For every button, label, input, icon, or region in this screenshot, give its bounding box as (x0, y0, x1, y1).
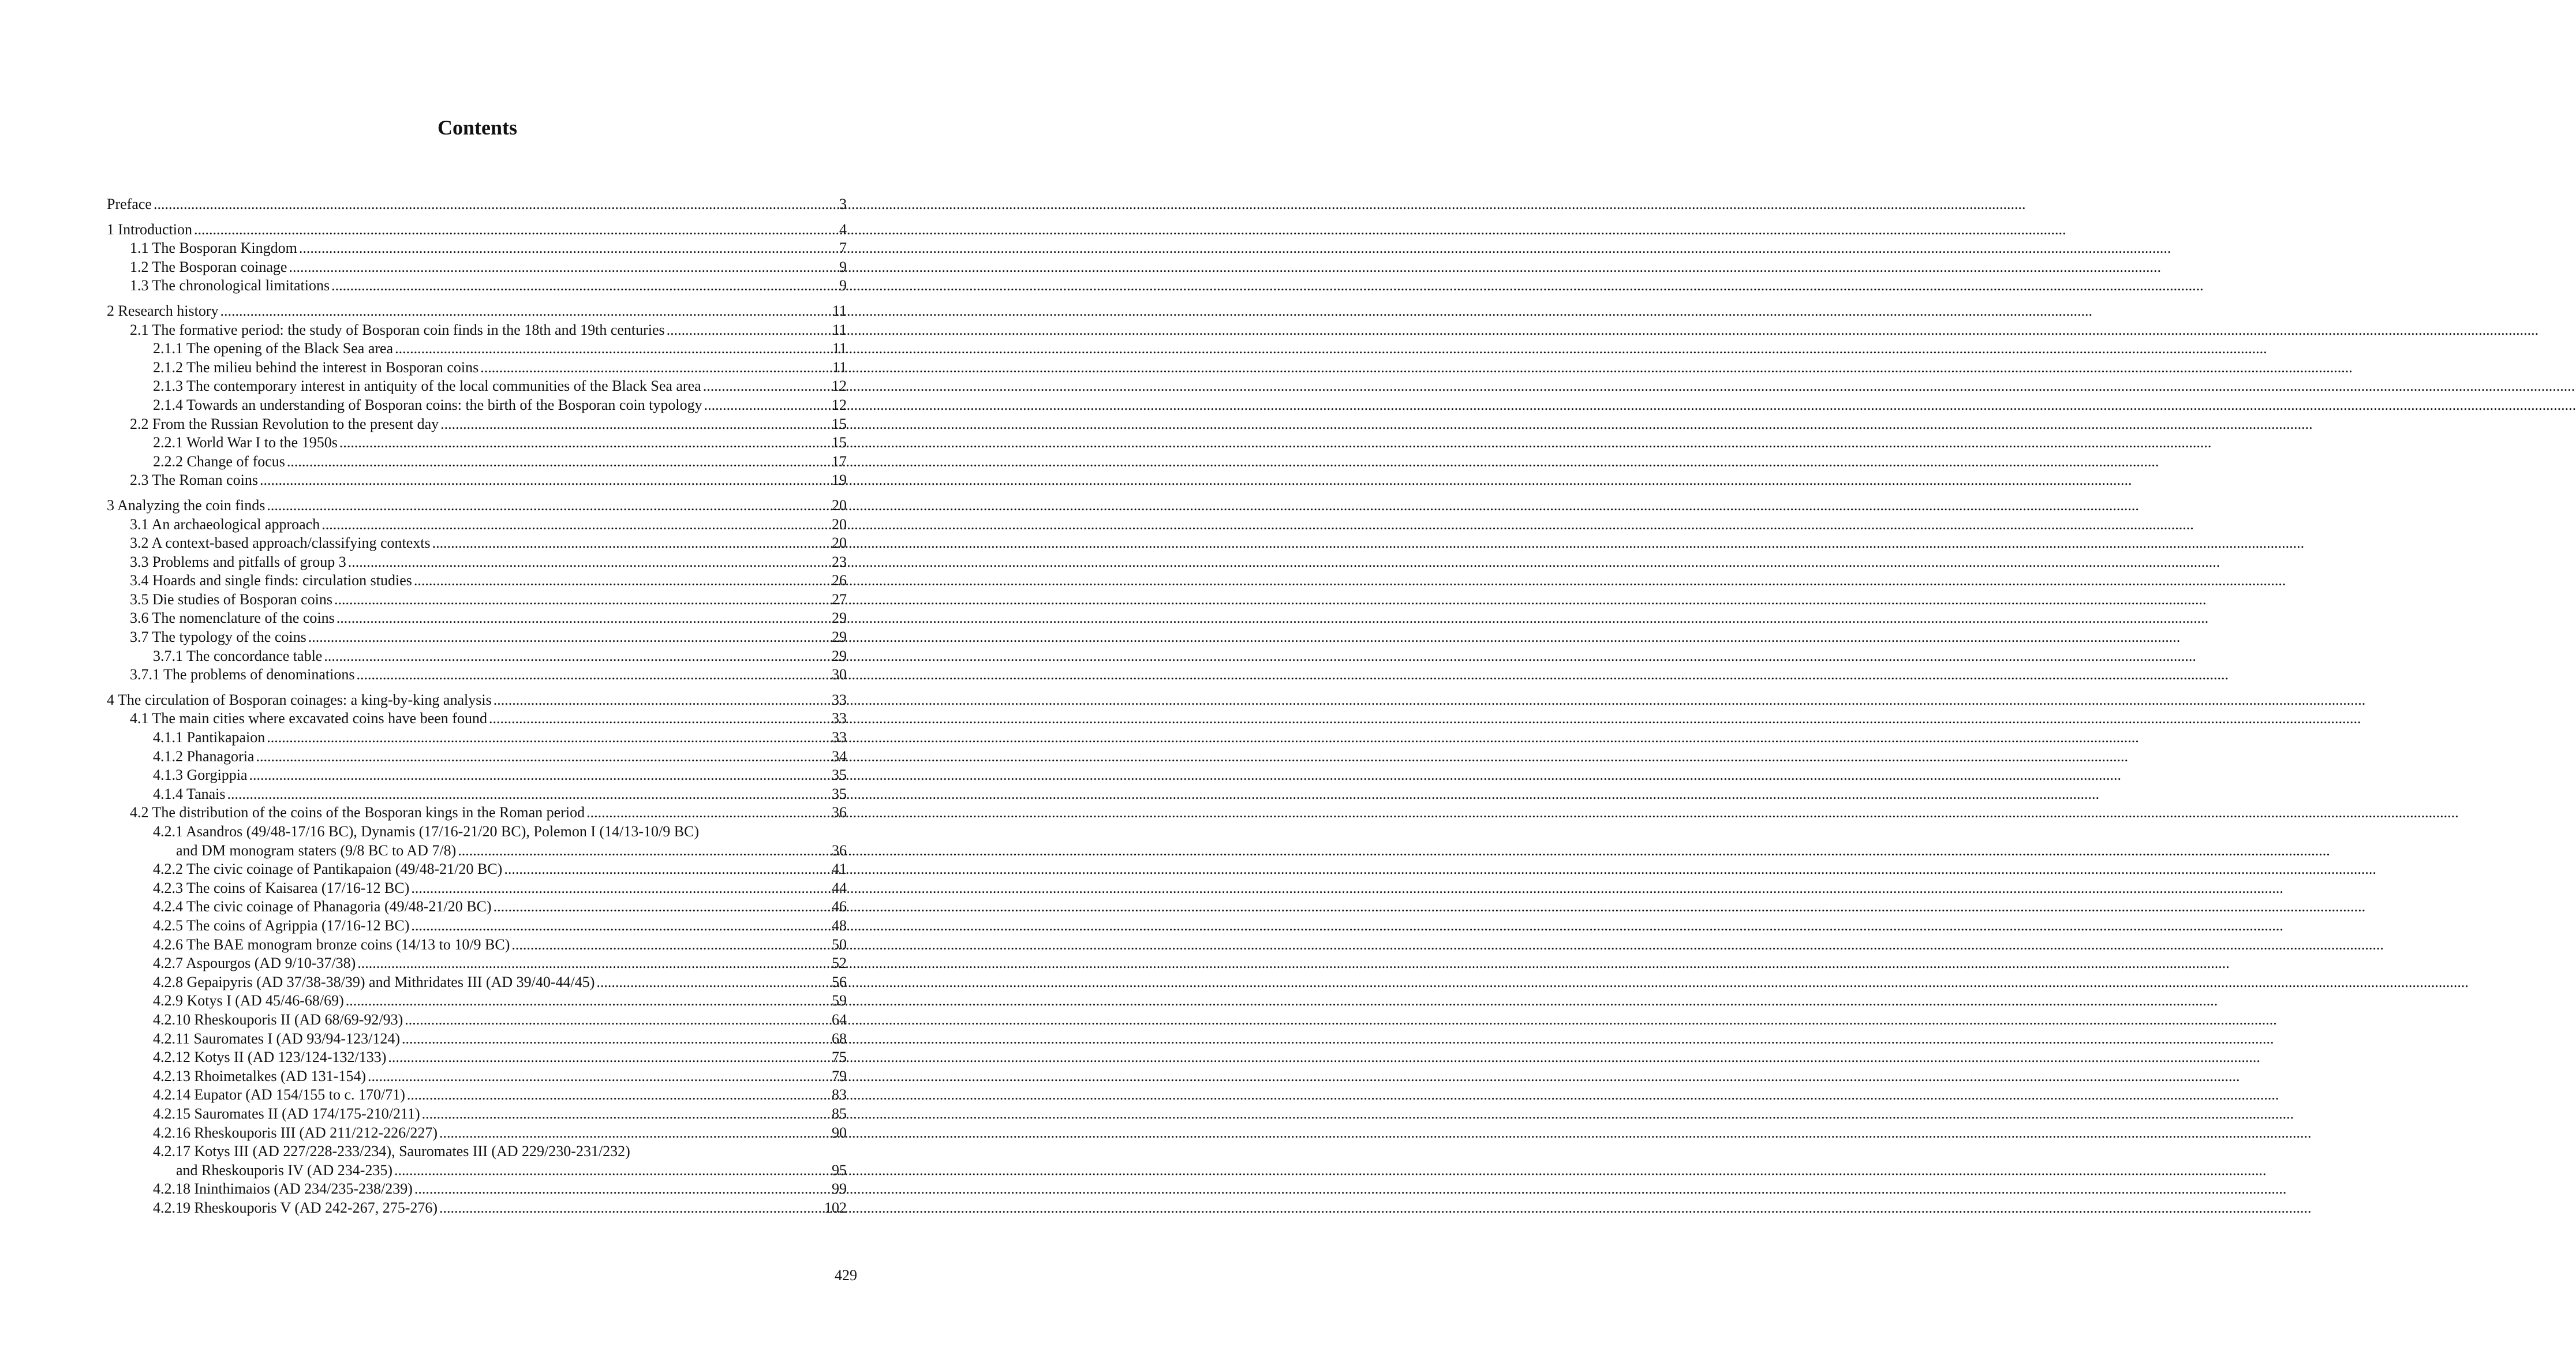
toc-entry[interactable] (107, 1086, 847, 1105)
dot-leader (596, 973, 830, 992)
dot-leader (357, 954, 830, 973)
toc-entry-title: 2 Research history (107, 302, 219, 319)
toc-entry-page: 35 (832, 785, 847, 802)
toc-entry-title: 3.6 The nomenclature of the coins (130, 609, 335, 627)
toc-entry-page: 11 (832, 302, 847, 319)
toc-entry[interactable] (107, 220, 847, 240)
toc-entry[interactable] (107, 321, 847, 340)
toc-entry[interactable] (107, 377, 847, 396)
toc-entry-title: 2.2.2 Change of focus (153, 453, 285, 470)
toc-entry[interactable] (107, 1030, 847, 1049)
toc-entry-page: 59 (832, 992, 847, 1009)
dot-leader (511, 936, 830, 955)
dot-leader (439, 1124, 830, 1143)
dot-leader (493, 897, 830, 917)
dot-leader (356, 665, 830, 685)
toc-entry-page: 50 (832, 936, 847, 953)
toc-entry[interactable] (107, 396, 847, 415)
toc-entry[interactable] (107, 897, 847, 917)
toc-entry-title: 1.3 The chronological limitations (130, 277, 330, 294)
toc-entry-page: 29 (832, 629, 847, 646)
toc-entry-title: 4.2.4 The civic coinage of Phanagoria (49/48-21/20 BC) (153, 898, 492, 915)
toc-entry-page: 9 (839, 258, 847, 275)
toc-entry-title-continued: and DM monogram staters (9/8 BC to AD 7/8) (176, 842, 457, 859)
dot-leader (289, 258, 838, 277)
toc-entry-title: 4.2.19 Rheskouporis V (AD 242-267, 275-276) (153, 1199, 438, 1216)
dot-leader (667, 321, 831, 340)
toc-entry-title: 1.1 The Bosporan Kingdom (130, 240, 297, 257)
toc-entry-page: 9 (839, 277, 847, 294)
toc-entry-page: 20 (832, 496, 847, 514)
toc-entry-title: 4 The circulation of Bosporan coinages: a king-by-king analysis (107, 691, 492, 708)
toc-entry[interactable] (107, 691, 847, 710)
toc-entry[interactable] (107, 665, 847, 685)
dot-leader (249, 766, 830, 785)
toc-entry-title-continued: and Rheskouporis IV (AD 234-235) (176, 1161, 393, 1179)
toc-entry-page: 56 (832, 973, 847, 990)
toc-entry-page: 27 (832, 590, 847, 608)
toc-entry-page: 99 (832, 1180, 847, 1198)
dot-leader (411, 917, 830, 936)
toc-entry-page: 33 (832, 691, 847, 708)
toc-entry-title: 4.2.9 Kotys I (AD 45/46-68/69) (153, 992, 344, 1009)
toc-entry-page: 44 (832, 879, 847, 896)
dot-leader (348, 553, 830, 572)
dot-leader (432, 534, 830, 553)
dot-leader (154, 195, 838, 214)
toc-entry-page: 4 (839, 220, 847, 238)
toc-entry[interactable] (107, 647, 847, 666)
toc-entry-title: 3.7 The typology of the coins (130, 629, 306, 646)
toc-entry-page: 11 (832, 358, 847, 376)
toc-entry-page: 29 (832, 647, 847, 664)
toc-entry-title: 4.2.13 Rhoimetalkes (AD 131-154) (153, 1067, 367, 1085)
toc-entry[interactable] (107, 1067, 847, 1086)
toc-entry-page: 12 (832, 396, 847, 413)
toc-entry[interactable] (107, 496, 847, 515)
toc-entry-title: 3.3 Problems and pitfalls of group 3 (130, 553, 346, 570)
toc-entry-title: 4.1.2 Phanagoria (153, 747, 255, 765)
toc-entry[interactable] (107, 917, 847, 936)
toc-entry-title: 1.2 The Bosporan coinage (130, 258, 287, 275)
dot-leader (287, 453, 830, 472)
dot-leader (489, 709, 830, 728)
toc-entry[interactable] (107, 1105, 847, 1124)
dot-leader (394, 1161, 830, 1180)
dot-leader (458, 842, 830, 861)
page-number: 429 (835, 1267, 857, 1284)
toc-entry[interactable] (107, 415, 847, 434)
dot-leader (402, 1030, 830, 1049)
dot-leader (414, 1180, 830, 1199)
dot-leader (439, 1199, 822, 1218)
toc-entry-page: 3 (839, 196, 847, 212)
toc-entry-title: 2.1.4 Towards an understanding of Bosporan coins: the birth of the Bosporan coin typology (153, 396, 702, 413)
toc-entry[interactable] (107, 515, 847, 534)
toc-entry-title: 3.7.1 The concordance table (153, 647, 323, 664)
dot-leader (308, 628, 830, 647)
dot-leader (440, 415, 830, 434)
toc-entry[interactable] (107, 766, 847, 785)
toc-entry-page: 33 (832, 729, 847, 746)
toc-entry-page: 19 (832, 472, 847, 489)
dot-leader (260, 471, 830, 490)
toc-entry-title: 4.2.15 Sauromates II (AD 174/175-210/211) (153, 1105, 420, 1122)
toc-entry-title: 2.3 The Roman coins (130, 472, 258, 489)
toc-entry[interactable] (107, 803, 847, 822)
toc-entry-title: 4.1.3 Gorgippia (153, 766, 248, 784)
toc-entry-page: 52 (832, 955, 847, 972)
toc-entry[interactable] (107, 628, 847, 647)
toc-entry[interactable] (107, 553, 847, 572)
toc-entry-page: 29 (832, 609, 847, 627)
toc-entry-page: 12 (832, 377, 847, 395)
toc-entry-page: 15 (832, 434, 847, 451)
dot-leader (256, 747, 830, 766)
toc-entry-page: 33 (832, 710, 847, 727)
toc-entry[interactable] (107, 785, 847, 804)
toc-entry-title: 3.7.1 The problems of denominations (130, 666, 355, 683)
toc-entry-title: 3 Analyzing the coin finds (107, 496, 266, 514)
dot-leader (220, 302, 831, 321)
toc-entry-title: 3.5 Die studies of Bosporan coins (130, 590, 332, 608)
toc-entry-page: 34 (832, 747, 847, 765)
toc-entry-continuation[interactable] (107, 1161, 847, 1180)
toc-entry-continuation[interactable] (107, 842, 847, 861)
toc-entry-page: 64 (832, 1011, 847, 1028)
dot-leader (368, 1067, 830, 1086)
dot-leader (194, 220, 838, 240)
dot-leader (267, 728, 830, 747)
toc-entry-title: 4.2.14 Eupator (AD 154/155 to c. 170/71) (153, 1086, 405, 1104)
toc-entry-title: 4.2.10 Rheskouporis II (AD 68/69-92/93) (153, 1011, 403, 1028)
toc-entry-title: 3.2 A context-based approach/classifying contexts (130, 534, 431, 552)
toc-entry-title: 2.2 From the Russian Revolution to the present day (130, 415, 439, 432)
dot-leader (493, 691, 830, 710)
dot-leader (586, 803, 830, 822)
toc-entry[interactable] (107, 1199, 847, 1218)
toc-entry-title: 2.1.3 The contemporary interest in antiquity of the local communities of the Black Sea area (153, 377, 701, 395)
toc-entry-page: 36 (832, 842, 847, 859)
toc-entry[interactable] (107, 936, 847, 955)
dot-leader (267, 496, 830, 515)
toc-entry-title: 4.2.2 The civic coinage of Pantikapaion (49/48-21/20 BC) (153, 861, 503, 878)
toc-entry[interactable] (107, 471, 847, 490)
toc-entry-title: 4.2.16 Rheskouporis III (AD 211/212-226/227) (153, 1124, 438, 1141)
dot-leader (405, 1011, 830, 1030)
dot-leader (407, 1086, 830, 1105)
toc-entry[interactable] (107, 339, 847, 358)
toc-entry-title: 4.2.11 Sauromates I (AD 93/94-123/124) (153, 1030, 400, 1047)
toc-entry-page: 30 (832, 666, 847, 683)
toc-entry[interactable] (107, 453, 847, 472)
toc-entry[interactable] (107, 195, 847, 214)
toc-entry-page: 35 (832, 766, 847, 784)
toc-entry[interactable] (107, 358, 847, 377)
toc-entry-title: 2.1 The formative period: the study of Bosporan coin finds in the 18th and 19th centuries (130, 321, 665, 338)
toc-entry[interactable] (107, 992, 847, 1011)
dot-leader (346, 992, 830, 1011)
toc-entry-title: 2.1.1 The opening of the Black Sea area (153, 340, 394, 357)
toc-entry-page: 36 (832, 804, 847, 821)
dot-leader (480, 358, 831, 377)
dot-leader (703, 377, 830, 396)
toc-entry-page: 48 (832, 917, 847, 934)
toc-entry-page: 23 (832, 553, 847, 570)
toc-entry-page: 85 (832, 1105, 847, 1122)
toc-entry-page: 20 (832, 534, 847, 552)
toc-entry-page: 7 (839, 240, 847, 257)
toc-entry-page: 102 (824, 1199, 847, 1216)
dot-leader (339, 433, 830, 453)
toc-entry[interactable] (107, 1142, 847, 1161)
toc-entry[interactable] (107, 609, 847, 628)
toc-entry[interactable] (107, 1124, 847, 1143)
toc-entry-page: 11 (832, 340, 847, 357)
dot-leader (411, 879, 830, 898)
toc-entry[interactable] (107, 954, 847, 973)
toc-entry[interactable] (107, 276, 847, 296)
dot-leader (704, 396, 830, 415)
toc-entry-page: 90 (832, 1124, 847, 1141)
toc-entry-title: 4.2.6 The BAE monogram bronze coins (14/13 to 10/9 BC) (153, 936, 510, 953)
toc-entry[interactable] (107, 973, 847, 992)
toc-entry[interactable] (107, 1011, 847, 1030)
toc-entry[interactable] (107, 590, 847, 609)
toc-entry-title: 4.1 The main cities where excavated coins have been found (130, 710, 487, 727)
toc-entry[interactable] (107, 728, 847, 747)
toc-entry[interactable] (107, 302, 847, 321)
dot-leader (321, 515, 830, 534)
toc-entry-page: 15 (832, 415, 847, 432)
dot-leader (414, 571, 830, 590)
toc-entry[interactable] (107, 239, 847, 258)
dot-leader (331, 276, 838, 296)
toc-entry[interactable] (107, 571, 847, 590)
dot-leader (324, 647, 830, 666)
toc-entry-page: 95 (832, 1161, 847, 1179)
toc-entry[interactable] (107, 879, 847, 898)
dot-leader (227, 785, 830, 804)
dot-leader (334, 590, 830, 609)
toc-entry-title: Preface (107, 196, 152, 212)
toc-entry-page: 75 (832, 1049, 847, 1066)
toc-entry-page: 17 (832, 453, 847, 470)
toc-entry-title: 3.4 Hoards and single finds: circulation studies (130, 572, 412, 589)
toc-entry-title: 4.1.4 Tanais (153, 785, 226, 802)
dot-leader (395, 339, 831, 358)
toc-entry-title: 4.2.1 Asandros (49/48-17/16 BC), Dynamis (17/16-21/20 BC), Polemon I (14/13-10/9 BC) (153, 823, 700, 840)
toc-entry-title: 4.2.18 Ininthimaios (AD 234/235-238/239) (153, 1180, 413, 1198)
table-of-contents (107, 195, 847, 1217)
toc-entry-title: 4.2 The distribution of the coins of the Bosporan kings in the Roman period (130, 804, 585, 821)
toc-entry-title: 4.1.1 Pantikapaion (153, 729, 266, 746)
dot-leader (504, 860, 830, 879)
toc-entry-page: 46 (832, 898, 847, 915)
toc-entry[interactable] (107, 1048, 847, 1067)
toc-entry[interactable] (107, 258, 847, 277)
toc-entry-title: 4.2.5 The coins of Agrippia (17/16-12 BC) (153, 917, 410, 934)
toc-entry-title: 4.2.12 Kotys II (AD 123/124-132/133) (153, 1049, 387, 1066)
toc-entry-page: 79 (832, 1067, 847, 1085)
toc-entry[interactable] (107, 1180, 847, 1199)
dot-leader (388, 1048, 830, 1067)
toc-entry-page: 41 (832, 861, 847, 878)
toc-entry-title: 3.1 An archaeological approach (130, 515, 320, 533)
toc-entry-title: 2.1.2 The milieu behind the interest in Bosporan coins (153, 358, 479, 376)
toc-entry-page: 83 (832, 1086, 847, 1104)
toc-entry[interactable] (107, 860, 847, 879)
toc-entry[interactable] (107, 433, 847, 453)
toc-entry-title: 1 Introduction (107, 220, 193, 238)
dot-leader (299, 239, 838, 258)
toc-entry-page: 11 (832, 321, 847, 338)
dot-leader (422, 1105, 830, 1124)
toc-entry-page: 20 (832, 515, 847, 533)
toc-entry-title: 4.2.7 Aspourgos (AD 9/10-37/38) (153, 955, 356, 972)
toc-entry-title: 4.2.17 Kotys III (AD 227/228-233/234), Sauromates III (AD 229/230-231/232) (153, 1143, 630, 1160)
toc-entry-title: 2.2.1 World War I to the 1950s (153, 434, 338, 451)
dot-leader (337, 609, 830, 628)
toc-entry[interactable] (107, 747, 847, 766)
toc-entry[interactable] (107, 822, 847, 842)
toc-entry[interactable] (107, 534, 847, 553)
toc-entry-page: 26 (832, 572, 847, 589)
toc-entry-title: 4.2.3 The coins of Kaisarea (17/16-12 BC) (153, 879, 410, 896)
page-title: Contents (437, 116, 517, 139)
toc-entry[interactable] (107, 709, 847, 728)
toc-entry-title: 4.2.8 Gepaipyris (AD 37/38-38/39) and Mithridates III (AD 39/40-44/45) (153, 973, 595, 990)
toc-entry-page: 68 (832, 1030, 847, 1047)
